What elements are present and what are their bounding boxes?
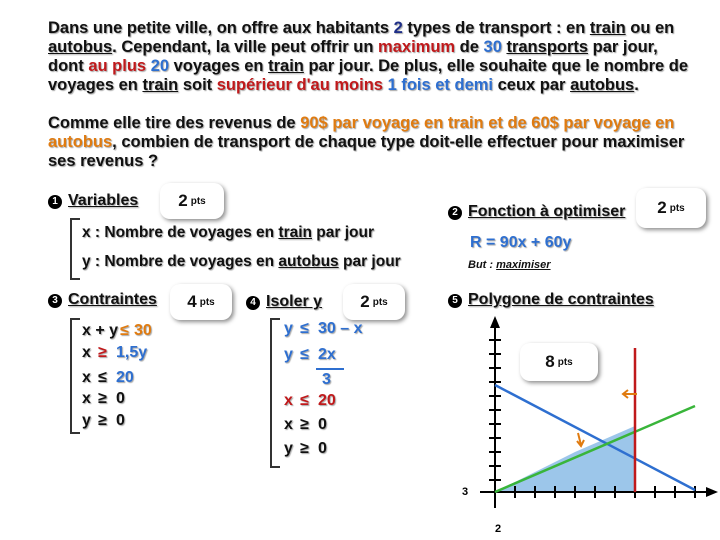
variable-x-definition: x : Nombre de voyages en train par jour xyxy=(82,224,375,241)
variable-y-definition: y : Nombre de voyages en autobus par jour xyxy=(82,253,401,270)
section-number-badge: 5 xyxy=(448,294,462,308)
y-axis-arrow xyxy=(490,316,500,328)
section-isolate-header: 4 Isoler y xyxy=(246,293,322,311)
x-axis-arrow xyxy=(706,487,718,497)
section-number-badge: 2 xyxy=(448,206,462,220)
problem-paragraph-1: Dans une petite ville, on offre aux habitants 2 types de transport : en train ou en autobus. Cependant, la ville peut offrir un maximum de 30 transports par jour, dont au plus 20 voyages en train par jour. De plus, elle souhaite que le nombre de voyages en train soit supérieur d'au moins 1 fois et demi ceux par autobus. xyxy=(48,19,689,94)
constraints-bracket xyxy=(70,318,80,434)
points-badge-variables: 2 pts xyxy=(160,183,224,219)
y-tick-label: 3 xyxy=(462,486,469,498)
section-constraints-header: 3 Contraintes xyxy=(48,291,157,309)
section-polygon-header: 5 Polygone de contraintes xyxy=(448,291,654,309)
fraction-bar xyxy=(316,368,344,370)
points-badge-isolate: 2 pts xyxy=(343,284,405,320)
points-badge-polygon: 8 pts xyxy=(520,343,598,381)
variables-bracket xyxy=(70,218,80,280)
objective-formula: R = 90x + 60y xyxy=(470,234,572,251)
points-badge-objective: 2 pts xyxy=(636,188,706,228)
problem-paragraph-2: Comme elle tire des revenus de 90$ par voyage en train et de 60$ par voyage en autobus, combien de transport de chaque type doit-elle effectuer pour maximiser ses revenus ? xyxy=(48,114,685,170)
section-number-badge: 1 xyxy=(48,195,62,209)
section-variables-header: 1 Variables xyxy=(48,192,138,210)
section-objective-header: 2 Fonction à optimiser xyxy=(448,203,625,221)
section-number-badge: 4 xyxy=(246,296,260,310)
points-badge-constraints: 4 pts xyxy=(170,284,232,320)
isolate-bracket xyxy=(270,318,280,468)
objective-goal: But : maximiser xyxy=(468,259,551,271)
x-tick-label: 2 xyxy=(495,523,502,535)
section-number-badge: 3 xyxy=(48,294,62,308)
